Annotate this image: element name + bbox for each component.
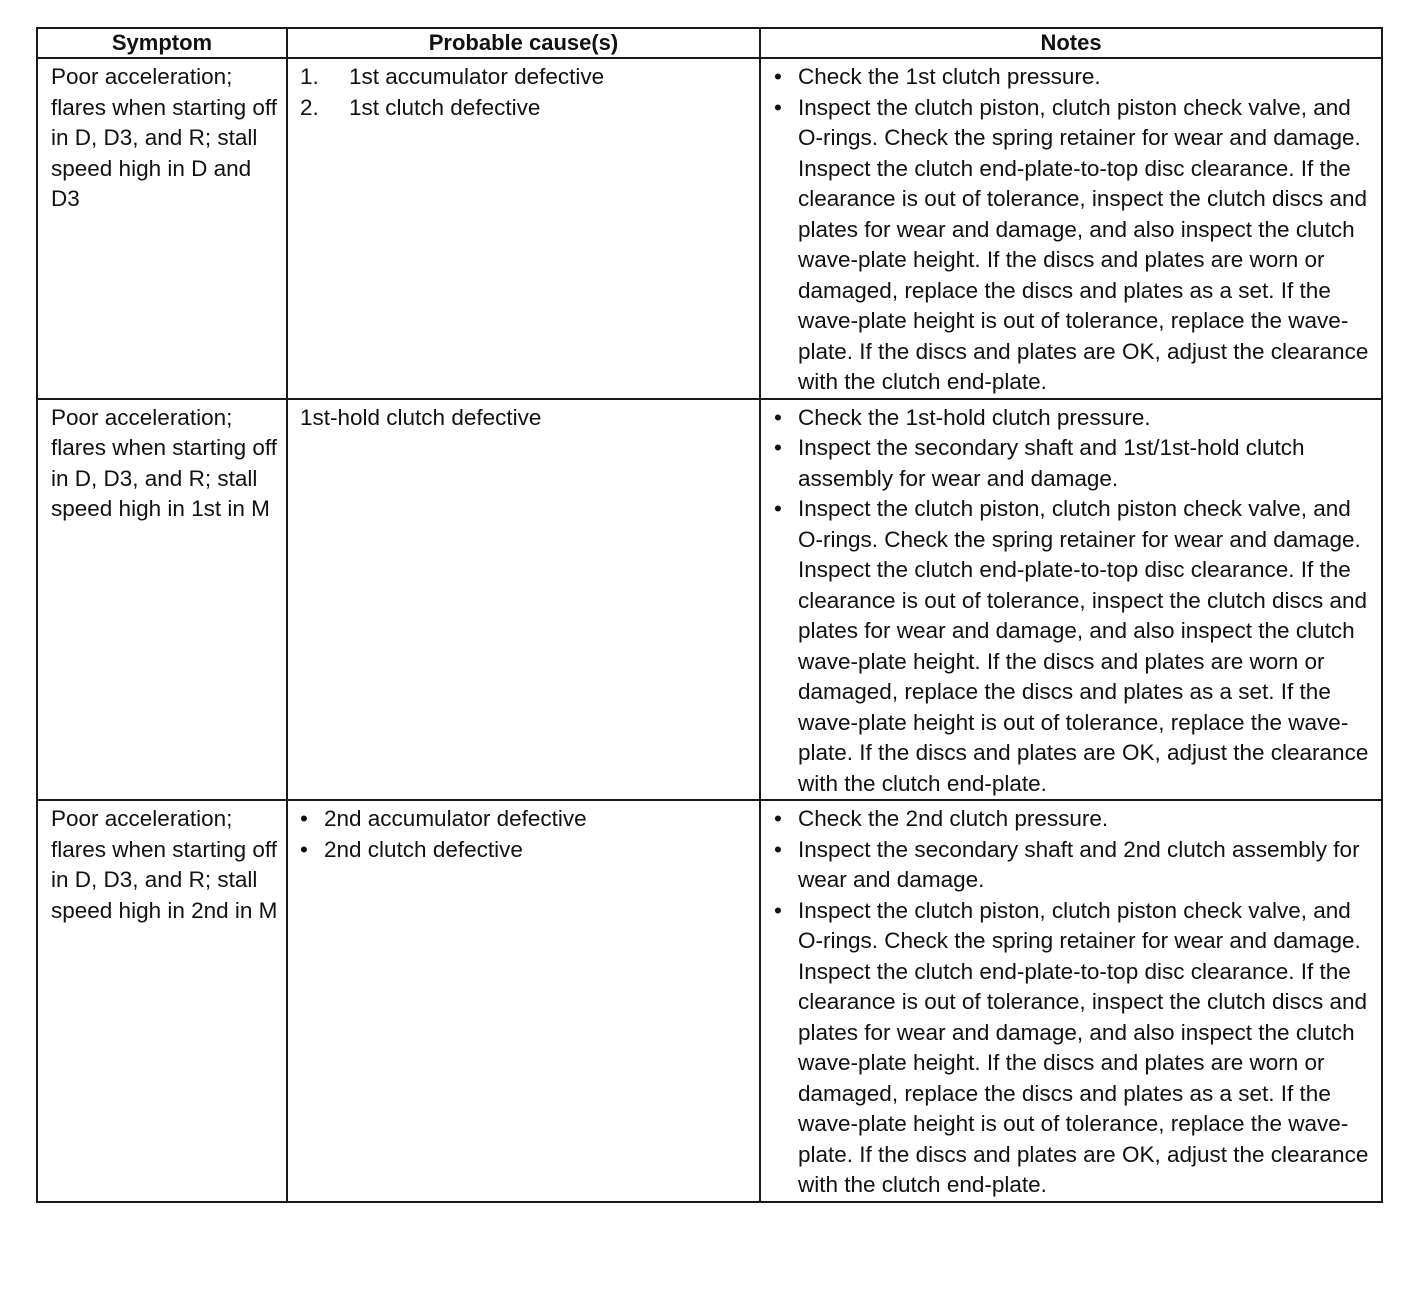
table-row [37, 399, 1382, 801]
list-item [774, 433, 1377, 494]
causes-cell [287, 58, 760, 399]
note-text: Check the 1st-hold clutch pressure. [798, 404, 1151, 430]
table-row [37, 58, 1382, 399]
bullet-icon: • [774, 897, 782, 923]
cause-text: 1st accumulator defective [349, 64, 605, 89]
bullet-icon: • [300, 836, 308, 862]
list-item [300, 804, 753, 835]
notes-cell [760, 800, 1382, 1202]
bullet-icon: • [774, 806, 782, 831]
cause-text: 2nd accumulator defective [324, 806, 587, 831]
notes-list [774, 403, 1377, 800]
bullet-icon: • [774, 496, 782, 521]
notes-cell [760, 399, 1382, 801]
cause-text: 1st clutch defective [349, 94, 541, 120]
list-item [300, 835, 753, 866]
causes-list [300, 804, 753, 865]
list-item [774, 896, 1377, 1201]
causes-cell [287, 800, 760, 1202]
list-item [300, 62, 753, 93]
symptom-text: Poor acceleration; flares when starting off in D, D3, and R; stall speed high in 2nd in M [51, 806, 278, 923]
cause-text: 1st-hold clutch defective [300, 404, 542, 430]
symptom-text: Poor acceleration; flares when starting off in D, D3, and R; stall speed high in 1st in M [51, 404, 277, 521]
bullet-icon: • [774, 404, 782, 430]
bullet-icon: • [300, 806, 308, 831]
causes-cell [287, 399, 760, 801]
header-row [37, 28, 1382, 58]
troubleshooting-table [36, 27, 1383, 1203]
bullet-icon: • [774, 94, 782, 120]
list-item [774, 93, 1377, 398]
number-marker: 1. [300, 64, 319, 89]
note-text: Inspect the clutch piston, clutch piston check valve, and O-rings. Check the spring retainer for wear and damage. Inspect the clutch end-plate-to-top disc clearance. If the clearance is out of tolerance, inspect the clutch discs and plates for wear and damage, and also inspect the clutch wave-plate height. If the discs and plates are worn or damaged, replace the discs and plates as a set. If the wave-plate height is out of tolerance, replace the wave-plate. If the discs and plates are OK, adjust the clearance with the clutch end-plate. [798, 496, 1369, 796]
notes-cell [760, 58, 1382, 399]
table-row [37, 800, 1382, 1202]
list-item [774, 62, 1377, 93]
note-text: Check the 2nd clutch pressure. [798, 806, 1109, 831]
note-text: Inspect the clutch piston, clutch piston check valve, and O-rings. Check the spring retainer for wear and damage. Inspect the clutch end-plate-to-top disc clearance. If the clearance is out of tolerance, inspect the clutch discs and plates for wear and damage, and also inspect the clutch wave-plate height. If the discs and plates are worn or damaged, replace the discs and plates as a set. If the wave-plate height is out of tolerance, replace the wave-plate. If the discs and plates are OK, adjust the clearance with the clutch end-plate. [798, 897, 1369, 1197]
causes-list [300, 62, 753, 123]
notes-list [774, 804, 1377, 1201]
note-text: Check the 1st clutch pressure. [798, 64, 1101, 89]
symptom-cell [37, 800, 287, 1202]
symptom-cell [37, 58, 287, 399]
list-item [774, 494, 1377, 799]
list-item [774, 403, 1377, 434]
bullet-icon: • [774, 64, 782, 89]
number-marker: 2. [300, 94, 319, 120]
list-item [774, 804, 1377, 835]
bullet-icon: • [774, 435, 782, 460]
symptom-cell [37, 399, 287, 801]
note-text: Inspect the secondary shaft and 1st/1st-hold clutch assembly for wear and damage. [798, 435, 1305, 491]
note-text: Inspect the secondary shaft and 2nd clutch assembly for wear and damage. [798, 836, 1360, 892]
symptom-text: Poor acceleration; flares when starting off in D, D3, and R; stall speed high in D and D3 [51, 64, 277, 211]
bullet-icon: • [774, 836, 782, 862]
note-text: Inspect the clutch piston, clutch piston check valve, and O-rings. Check the spring retainer for wear and damage. Inspect the clutch end-plate-to-top disc clearance. If the clearance is out of tolerance, inspect the clutch discs and plates for wear and damage, and also inspect the clutch wave-plate height. If the discs and plates are worn or damaged, replace the discs and plates as a set. If the wave-plate height is out of tolerance, replace the wave-plate. If the discs and plates are OK, adjust the clearance with the clutch end-plate. [798, 94, 1369, 394]
list-item [300, 93, 753, 124]
header-symptom: Symptom [37, 28, 287, 58]
header-notes: Notes [760, 28, 1382, 58]
cause-text: 2nd clutch defective [324, 836, 523, 862]
list-item [774, 835, 1377, 896]
notes-list [774, 62, 1377, 398]
header-probable-causes: Probable cause(s) [287, 28, 760, 58]
